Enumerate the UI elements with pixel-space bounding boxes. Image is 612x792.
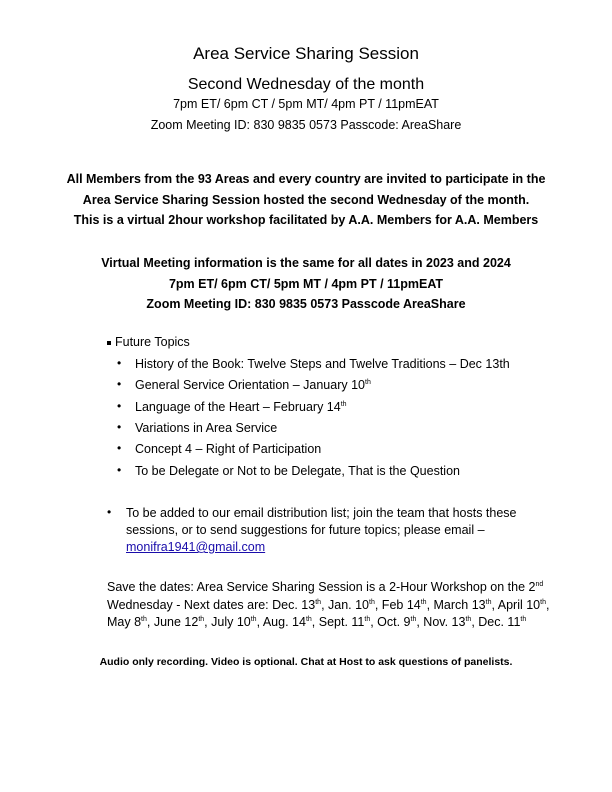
email-link-row bbox=[126, 540, 265, 554]
save-dates-line-2 bbox=[107, 598, 549, 612]
intro-line-2: Area Service Sharing Session hosted the second Wednesday of the month. bbox=[82, 193, 530, 207]
save-dates-line-3 bbox=[107, 615, 526, 629]
page-subtitle: Second Wednesday of the month bbox=[187, 76, 425, 93]
list-item bbox=[135, 421, 277, 435]
ordinal-suffix: th bbox=[410, 615, 417, 623]
date-text: , Nov. 13 bbox=[416, 615, 466, 629]
bullet-icon: • bbox=[107, 505, 112, 519]
virtual-zoom-info: Zoom Meeting ID: 830 9835 0573 Passcode AreaShare bbox=[146, 297, 466, 311]
topic-text: History of the Book: Twelve Steps and Twelve Traditions – Dec 13th bbox=[135, 357, 510, 371]
square-bullet-icon bbox=[107, 341, 111, 345]
intro-line-1: All Members from the 93 Areas and every country are invited to participate in the bbox=[66, 172, 546, 186]
topics-heading bbox=[107, 335, 190, 349]
topic-text: To be Delegate or Not to be Delegate, That is the Question bbox=[135, 464, 460, 478]
ordinal-suffix: th bbox=[465, 615, 472, 623]
virtual-times: 7pm ET/ 6pm CT/ 5pm MT / 4pm PT / 11pmEAT bbox=[168, 277, 444, 291]
email-link[interactable]: monifra1941@gmail.com bbox=[126, 540, 266, 554]
save-dates-text: Save the dates: Area Service Sharing Session is a 2-Hour Workshop on the 2 bbox=[107, 580, 536, 594]
bullet-icon: • bbox=[117, 399, 122, 413]
bullet-icon: • bbox=[117, 463, 122, 477]
virtual-info-line-1: Virtual Meeting information is the same for all dates in 2023 and 2024 bbox=[101, 256, 511, 270]
date-text: May 8 bbox=[107, 615, 142, 629]
date-text: , bbox=[545, 598, 550, 612]
ordinal-suffix: th bbox=[369, 598, 375, 606]
ordinal-suffix: th bbox=[340, 400, 347, 408]
email-line-1: To be added to our email distribution list; join the team that hosts these bbox=[126, 506, 517, 520]
topic-text: Language of the Heart – February 14 bbox=[135, 400, 341, 414]
list-item bbox=[135, 464, 460, 478]
email-line-2: sessions, or to send suggestions for future topics; please email – bbox=[126, 523, 485, 537]
ordinal-suffix: th bbox=[250, 615, 257, 623]
ordinal-suffix: th bbox=[305, 615, 312, 623]
zoom-info: Zoom Meeting ID: 830 9835 0573 Passcode: AreaShare bbox=[150, 118, 462, 132]
topic-text: General Service Orientation – January 10 bbox=[135, 378, 365, 392]
footer-note: Audio only recording. Video is optional. Chat at Host to ask questions of panelists. bbox=[99, 656, 513, 668]
bullet-icon: • bbox=[117, 356, 122, 370]
ordinal-suffix: th bbox=[364, 615, 371, 623]
ordinal-suffix: th bbox=[198, 615, 205, 623]
list-item bbox=[135, 378, 371, 392]
date-text: Wednesday - Next dates are: Dec. 13 bbox=[107, 598, 316, 612]
ordinal-suffix: th bbox=[315, 598, 322, 606]
bullet-icon: • bbox=[117, 441, 122, 455]
ordinal-suffix: th bbox=[420, 598, 427, 606]
topics-heading-text: Future Topics bbox=[115, 335, 190, 349]
list-item bbox=[135, 442, 321, 456]
date-text: , Dec. 11 bbox=[471, 615, 521, 629]
intro-line-3: This is a virtual 2hour workshop facilitated by A.A. Members for A.A. Members bbox=[73, 213, 539, 227]
ordinal-suffix: th bbox=[540, 598, 546, 606]
date-text: , Sept. 11 bbox=[311, 615, 365, 629]
date-text: , Jan. 10 bbox=[321, 598, 370, 612]
page-title: Area Service Sharing Session bbox=[193, 44, 419, 63]
date-text: , Feb 14 bbox=[374, 598, 421, 612]
ordinal-suffix: nd bbox=[535, 580, 544, 588]
list-item bbox=[135, 400, 347, 414]
date-text: , April 10 bbox=[491, 598, 541, 612]
bullet-icon: • bbox=[117, 420, 122, 434]
topic-text: Concept 4 – Right of Participation bbox=[135, 442, 322, 456]
date-text: , March 13 bbox=[426, 598, 486, 612]
ordinal-suffix: th bbox=[141, 615, 147, 623]
topic-text: Variations in Area Service bbox=[135, 421, 278, 435]
date-text: , Aug. 14 bbox=[256, 615, 306, 629]
ordinal-suffix: th bbox=[485, 598, 492, 606]
bullet-icon: • bbox=[117, 377, 122, 391]
meeting-times: 7pm ET/ 6pm CT / 5pm MT/ 4pm PT / 11pmEAT bbox=[173, 97, 439, 111]
save-dates-line-1 bbox=[107, 580, 543, 594]
date-text: , June 12 bbox=[146, 615, 199, 629]
list-item bbox=[135, 357, 510, 371]
ordinal-suffix: th bbox=[365, 378, 371, 386]
date-text: , Oct. 9 bbox=[370, 615, 411, 629]
ordinal-suffix: th bbox=[520, 615, 527, 623]
date-text: , July 10 bbox=[204, 615, 251, 629]
